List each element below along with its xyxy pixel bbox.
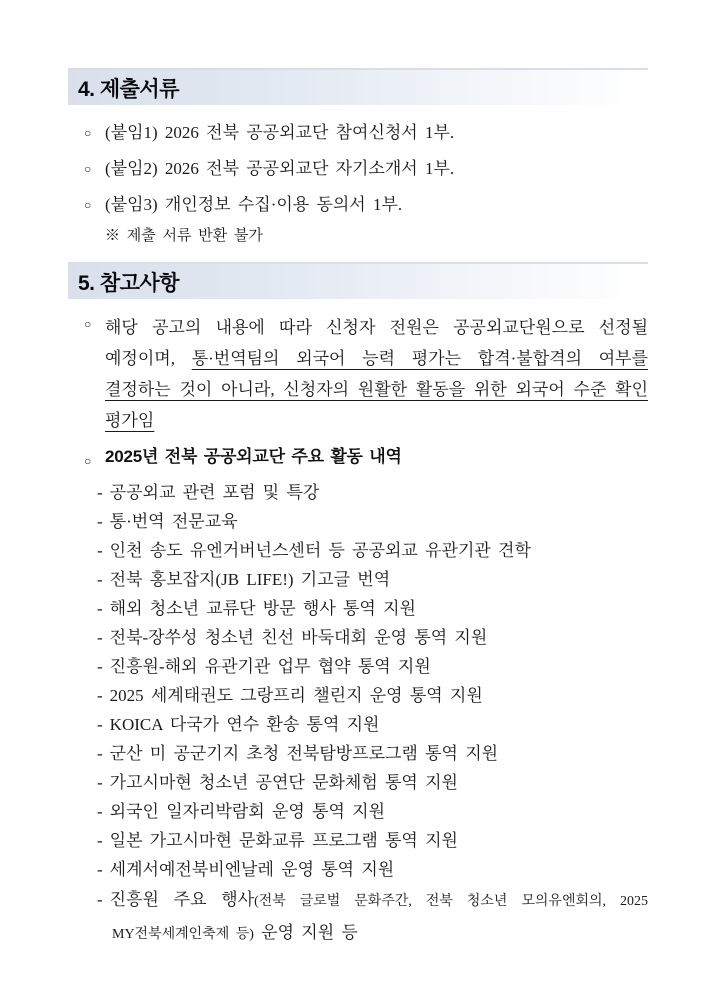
circle-bullet-icon: ○ bbox=[84, 162, 92, 176]
dash-bullet-icon: - bbox=[97, 802, 103, 821]
activity-item-text: KOICA 다국가 연수 환송 통역 지원 bbox=[109, 715, 380, 734]
activity-item-text: 가고시마현 청소년 공연단 문화체험 통역 지원 bbox=[109, 773, 458, 792]
dash-bullet-icon: - bbox=[97, 483, 103, 502]
activity-item-text: 공공외교 관련 포럼 및 특강 bbox=[109, 483, 320, 502]
activity-item bbox=[68, 739, 648, 768]
circle-bullet-icon: ○ bbox=[84, 198, 92, 212]
activity-item bbox=[68, 594, 648, 623]
activity-item-text: 일본 가고시마현 문화교류 프로그램 통역 지원 bbox=[109, 831, 458, 850]
activity-item-text: 진흥원-해외 유관기관 업무 협약 통역 지원 bbox=[109, 657, 431, 676]
dash-bullet-icon: - bbox=[97, 599, 103, 618]
section-5-heading: 5. 참고사항 bbox=[78, 271, 179, 295]
activity-item bbox=[68, 565, 648, 594]
activity-item bbox=[68, 536, 648, 565]
dash-bullet-icon: - bbox=[97, 860, 103, 879]
dash-bullet-icon: - bbox=[97, 686, 103, 705]
circle-bullet-icon: ○ bbox=[84, 317, 92, 331]
activity-item bbox=[68, 826, 648, 855]
dash-bullet-icon: - bbox=[97, 628, 103, 647]
activity-item-text: 세계서예전북비엔날레 운영 통역 지원 bbox=[109, 860, 395, 879]
section-4-header-bar bbox=[68, 68, 648, 105]
activity-item-text: 인천 송도 유엔거버넌스센터 등 공공외교 유관기관 견학 bbox=[109, 541, 531, 560]
submission-bullet-row bbox=[68, 187, 648, 223]
reference-paragraph-row bbox=[68, 312, 648, 436]
activity-item bbox=[68, 855, 648, 884]
submission-bullet-row bbox=[68, 115, 648, 151]
submission-bullet-list bbox=[68, 115, 648, 223]
activities-list bbox=[68, 478, 648, 884]
activity-item-text: 2025 세계태권도 그랑프리 챌린지 운영 통역 지원 bbox=[109, 686, 483, 705]
activity-item bbox=[68, 652, 648, 681]
last-item-tail-text: 운영 지원 등 bbox=[253, 923, 358, 942]
dash-bullet-icon: - bbox=[97, 570, 103, 589]
activity-item-text: 외국인 일자리박람회 운영 통역 지원 bbox=[109, 802, 386, 821]
circle-bullet-icon: ○ bbox=[84, 454, 92, 468]
activity-item bbox=[68, 797, 648, 826]
section-reference-notes bbox=[68, 262, 648, 950]
paragraph-underlined-text: 통·번역팀의 외국어 능력 평가는 합격·불합격의 여부를 결정하는 것이 아니라, 신청자의 원활한 활동을 위한 외국어 수준 확인 평가임 bbox=[105, 349, 648, 430]
activity-item-text: 전북-장쑤성 청소년 친선 바둑대회 운영 통역 지원 bbox=[109, 628, 488, 647]
circle-bullet-icon: ○ bbox=[84, 126, 92, 140]
activity-item-text: 통·번역 전문교육 bbox=[109, 512, 238, 531]
section-submission-documents bbox=[68, 68, 648, 249]
dash-bullet-icon: - bbox=[97, 831, 103, 850]
last-item-paren-text: (전북 글로벌 문화주간, 전북 청소년 모의유엔회의, 2025 MY전북세계인축제 등) bbox=[112, 894, 648, 942]
activities-heading-row bbox=[68, 442, 648, 476]
section-4-heading: 4. 제출서류 bbox=[78, 77, 179, 101]
reference-paragraph bbox=[105, 312, 648, 436]
last-item-lead-text: 진흥원 주요 행사 bbox=[109, 890, 255, 909]
dash-bullet-icon: - bbox=[97, 541, 103, 560]
dash-bullet-icon: - bbox=[97, 744, 103, 763]
activities-heading: 2025년 전북 공공외교단 주요 활동 내역 bbox=[105, 447, 402, 466]
activity-item bbox=[68, 507, 648, 536]
activity-item bbox=[68, 623, 648, 652]
activity-item bbox=[68, 710, 648, 739]
activity-item-text: 해외 청소년 교류단 방문 행사 통역 지원 bbox=[109, 599, 416, 618]
section-5-header-bar bbox=[68, 262, 648, 299]
submission-bullet-text: (붙임2) 2026 전북 공공외교단 자기소개서 1부. bbox=[105, 159, 455, 178]
submission-bullet-text: (붙임1) 2026 전북 공공외교단 참여신청서 1부. bbox=[105, 123, 455, 142]
activity-item-text: 전북 홍보잡지(JB LIFE!) 기고글 번역 bbox=[109, 570, 391, 589]
submission-note: ※ 제출 서류 반환 불가 bbox=[105, 228, 263, 244]
submission-bullet-row bbox=[68, 151, 648, 187]
activity-item-text: 군산 미 공군기지 초청 전북탐방프로그램 통역 지원 bbox=[109, 744, 499, 763]
paragraph-normal-text: 해당 공고의 내용에 따라 신청자 전원은 공공외교단원으로 선정될 예정이며, bbox=[105, 318, 648, 368]
dash-bullet-icon: - bbox=[97, 512, 103, 531]
activity-item bbox=[68, 768, 648, 797]
dash-bullet-icon: - bbox=[97, 657, 103, 676]
activity-item-last bbox=[68, 884, 648, 950]
dash-bullet-icon: - bbox=[97, 890, 103, 909]
activity-item bbox=[68, 681, 648, 710]
dash-bullet-icon: - bbox=[97, 773, 103, 792]
dash-bullet-icon: - bbox=[97, 715, 103, 734]
submission-bullet-text: (붙임3) 개인정보 수집·이용 동의서 1부. bbox=[105, 195, 403, 214]
activity-item bbox=[68, 478, 648, 507]
